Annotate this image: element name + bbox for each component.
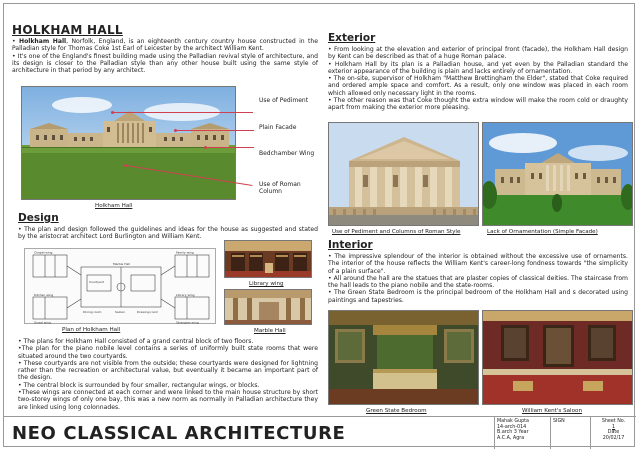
floor-plan-drawing xyxy=(24,248,216,324)
student-name: Mahak Gupta xyxy=(497,419,529,424)
design-bullet: • The plans for Holkham Hall consisted of a grand central block of two floors. xyxy=(18,338,254,345)
interior-heading: Interior xyxy=(328,239,373,251)
interior-bullet: • The Green State Bedroom is the principal bedroom of the Holkham Hall and s decorated using paintings and tapestries. xyxy=(328,289,628,304)
plan-label-courtyard: Courtyard xyxy=(89,280,104,284)
interior-caption-2: William Kent's Saloon xyxy=(522,408,583,414)
exterior-portico-photo xyxy=(328,122,479,226)
exterior-caption-1: Use of Pediment and Columns of Roman Style xyxy=(332,229,461,235)
marble-hall-caption: Marble Hall xyxy=(254,328,286,334)
label-use-of-pediment: Use of Pediment xyxy=(259,97,309,104)
design-bullet: • These courtyards are not visible from the outside; these courtyards were designed for lightning rather than the recreation or architectural value, but eventually it became an important part of the design. xyxy=(18,359,318,382)
design-bullets xyxy=(18,338,318,411)
date-value: 20/02/17 xyxy=(602,435,625,441)
design-intro: • The plan and design followed the guidelines and ideas for the house as suggested and stated by the aristocrat architect Lord Burlington and William Kent. xyxy=(18,226,318,241)
design-bullet: • The central block is surrounded by four smaller, rectangular wings, or blocks. xyxy=(18,381,260,389)
plan-label-chapel: Chapel wing xyxy=(34,250,53,255)
date-label: Date xyxy=(607,430,620,436)
interior-bullet: • The impressive splendour of the interior is obtained without the excessive use of ornaments. The interior of the house reflects the William Kent's career-long fondness towards "the simplicity of a plain surface". xyxy=(328,253,628,275)
plan-label-marble: Marble Hall xyxy=(113,262,130,266)
plan-label-kitchen: Kitchen wing xyxy=(34,293,54,297)
exterior-bullet: • Holkham Hall by its plan is a Palladian house, and yet even by the Palladian standard the exterior appearance of the building is plain and lacks entirely of ornamentation. xyxy=(328,60,628,75)
saloon-photo xyxy=(482,310,633,405)
exterior-bullet: • From looking at the elevation and exterior of principal front (facade), the Holkham Hall design by Kent can be described as that of a huge Roman palace. xyxy=(328,46,628,61)
label-bedchamber-wing: Bedchamber Wing xyxy=(259,150,315,157)
intro-text xyxy=(12,38,318,74)
label-plain-facade: Plain Facade xyxy=(259,124,297,131)
pointer-line-pediment xyxy=(113,112,253,113)
holkham-hall-photo xyxy=(21,86,236,200)
student-year: B.arch 3 Year xyxy=(497,430,529,436)
design-bullet: •The plan for the piano nobile level contains a series of uniformly built state rooms that were situated around the two courtyards. xyxy=(18,345,318,360)
exterior-facade-photo xyxy=(482,122,633,226)
exterior-bullet: • The on-site, supervisor of Holkham "Matthew Brettingham the Elder", stated that Coke required and ordered ample space and comfort. As a result, only one window was placed in each room which allowed only necessary light in the rooms. xyxy=(328,75,628,97)
plan-label-drawing: Drawing room xyxy=(137,310,159,314)
pointer-line-facade xyxy=(176,130,254,131)
plan-label-dining: Dining room xyxy=(83,310,102,314)
student-roll: 14-arch-014 xyxy=(497,424,527,430)
library-wing-caption: Library wing xyxy=(249,281,284,287)
plan-label-guest: Guest wing xyxy=(34,320,51,325)
exterior-bullet: • The other reason was that Coke thought the extra window will make the room cold or draughty apart from making the exterior more pleasing. xyxy=(328,97,628,112)
intro-paragraph-1: • Holkham Hall, Norfolk, England, is an eighteenth century country house constructed in the Palladian style for Thomas Coke 1st Earl of Leicester by the architect William Kent. xyxy=(12,38,318,53)
interior-bullet: • All around the hall are the statues that are plaster copies of classical deities. The staircase from the hall leads to the piano nobile and the state-rooms. xyxy=(328,274,628,290)
title-block xyxy=(4,416,636,448)
student-info xyxy=(494,417,550,449)
student-college: A.C.A, Agra xyxy=(497,435,525,441)
exterior-caption-2: Lack of Ornamentation (Simple Facade) xyxy=(487,229,598,235)
sheet-label: Sheet No. xyxy=(601,419,626,424)
marble-hall-photo xyxy=(224,289,312,325)
plan-label-family: Family wing xyxy=(176,250,194,255)
exterior-bullets xyxy=(328,46,628,112)
plan-label-saloon: Saloon xyxy=(115,310,126,314)
design-heading: Design xyxy=(18,212,59,224)
plan-label-strangers: Strangers wing xyxy=(176,320,199,325)
intro-paragraph-2: • It's one of the England's finest building made using the Palladian revival style of architecture, and its design is closer to the Palladian style than any other house built using the same style of architecture in that period by any architect. xyxy=(12,52,318,75)
page-title: HOLKHAM HALL xyxy=(12,23,123,37)
sheet-number: 1 xyxy=(611,424,616,430)
exterior-heading: Exterior xyxy=(328,32,376,44)
design-bullet: •These wings are connected at each corner and were linked to the main house structure by short two-storey wings of only one bay, this was a new norm as normally in Palladian architecture they are linked using long colonnades. xyxy=(18,389,318,411)
sheet-cell xyxy=(590,417,636,449)
sign-label: SIGN xyxy=(553,419,565,424)
holkham-hall-caption: Holkham Hall xyxy=(95,203,133,209)
plan-caption: Plan of Holkham Hall xyxy=(62,327,121,333)
green-state-bedroom-photo xyxy=(328,310,479,405)
sign-cell xyxy=(550,417,590,449)
sheet-title: NEO CLASSICAL ARCHITECTURE xyxy=(12,423,346,444)
poster-sheet xyxy=(3,3,635,447)
pointer-line-bedchamber xyxy=(206,147,254,148)
interior-caption-1: Green State Bedroom xyxy=(366,408,427,414)
interior-bullets xyxy=(328,253,628,304)
library-wing-photo xyxy=(224,240,312,278)
plan-label-library: Library wing xyxy=(176,293,195,297)
label-use-of-roman-column: Use of Roman Column xyxy=(259,181,301,195)
